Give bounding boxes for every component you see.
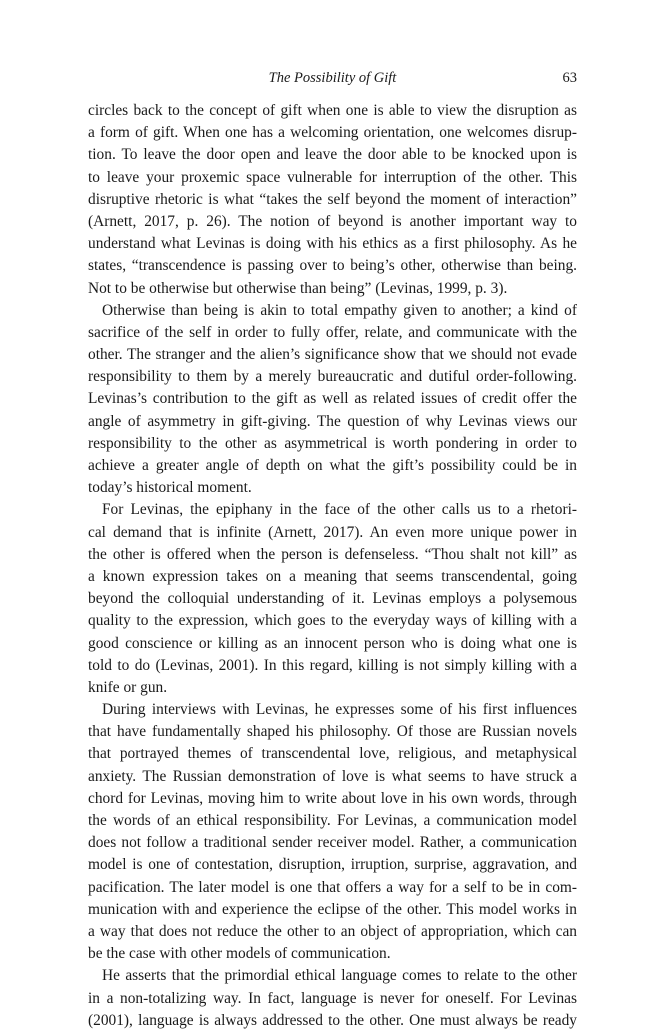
text-line: the words of an ethical responsibility. For Levinas, a communication model — [88, 812, 577, 829]
text-line: beyond the colloquial understanding of it. Levinas employs a polysemous — [88, 590, 577, 608]
text-line: understand what Levinas is doing with his ethics as a first philosophy. As he — [88, 235, 577, 253]
text-line: chord for Levinas, moving him to write about love in his own words, through — [88, 789, 577, 807]
paragraph — [88, 499, 577, 699]
body-text — [88, 100, 577, 1032]
text-line: sacrifice of the self in order to fully offer, relate, and communicate with the — [88, 323, 577, 341]
text-line: disruptive rhetoric is what “takes the self beyond the moment of interaction” — [88, 190, 577, 208]
running-head — [88, 70, 577, 92]
text-line: pacification. The later model is one that offers a way for a self to be in com- — [88, 878, 577, 896]
paragraph — [88, 965, 577, 1032]
text-line: munication with and experience the eclipse of the other. This model works in — [88, 900, 577, 918]
text-line: a known expression takes on a meaning that seems transcendental, going — [88, 567, 577, 585]
paragraph — [88, 699, 577, 965]
page-number: 63 — [562, 70, 577, 86]
text-line: responsibility to the other as asymmetrical is worth pondering in order to — [88, 434, 577, 452]
text-line: that portrayed themes of transcendental love, religious, and metaphysical — [88, 745, 577, 763]
text-line: Otherwise than being is akin to total empathy given to another; a kind of — [102, 301, 577, 319]
text-line: good conscience or killing as an innocent person who is doing what one is — [88, 634, 577, 652]
text-line: cal demand that is infinite (Arnett, 2017). An even more unique power in — [88, 523, 577, 541]
text-line: anxiety. The Russian demonstration of love is what seems to have struck a — [88, 767, 577, 785]
text-line: tion. To leave the door open and leave the door able to be knocked upon is — [88, 146, 577, 164]
text-line: (2001), language is always addressed to the other. One must always be ready — [88, 1011, 577, 1029]
text-line: in a non-totalizing way. In fact, language is never for oneself. For Levinas — [88, 989, 577, 1007]
text-line: a way that does not reduce the other to an object of appropriation, which can — [88, 922, 577, 940]
text-line: (Arnett, 2017, p. 26). The notion of beyond is another important way to — [88, 212, 577, 230]
text-line: the other is offered when the person is defenseless. “Thou shalt not kill” as — [88, 545, 577, 563]
text-line: model is one of contestation, disruption, irruption, surprise, aggravation, and — [88, 856, 577, 874]
paragraph — [88, 100, 577, 300]
text-line: angle of asymmetry in gift-giving. The question of why Levinas views our — [88, 412, 577, 430]
text-line: to leave your proxemic space vulnerable for interruption of the other. This — [88, 168, 577, 186]
text-line: He asserts that the primordial ethical language comes to relate to the other — [102, 967, 577, 985]
text-line: told to do (Levinas, 2001). In this regard, killing is not simply killing with a — [88, 656, 577, 674]
text-line: a form of gift. When one has a welcoming orientation, one welcomes disrup- — [88, 124, 577, 142]
text-line: that have fundamentally shaped his philosophy. Of those are Russian novels — [88, 723, 577, 741]
text-line: be the case with other models of communication. — [88, 945, 391, 963]
text-line: Not to be otherwise but otherwise than being” (Levinas, 1999, p. 3). — [88, 279, 508, 297]
text-line: today’s historical moment. — [88, 479, 252, 497]
text-line: quality to the expression, which goes to the everyday ways of killing with a — [88, 612, 577, 630]
text-line: states, “transcendence is passing over to being’s other, otherwise than being. — [88, 257, 577, 275]
text-line: achieve a greater angle of depth on what the gift’s possibility could be in — [88, 457, 577, 474]
text-line: Levinas’s contribution to the gift as well as related issues of credit offer the — [88, 390, 577, 408]
running-title: The Possibility of Gift — [268, 70, 397, 86]
text-line: knife or gun. — [88, 678, 168, 696]
text-line: For Levinas, the epiphany in the face of the other calls us to a rhetori- — [102, 501, 577, 519]
text-line: other. The stranger and the alien’s significance show that we should not evade — [88, 346, 577, 364]
text-line: During interviews with Levinas, he expresses some of his first influences — [102, 701, 577, 719]
text-line: circles back to the concept of gift when one is able to view the disruption as — [88, 102, 577, 119]
text-line: does not follow a traditional sender receiver model. Rather, a communication — [88, 834, 577, 852]
text-line: responsibility to them by a merely bureaucratic and dutiful order-following. — [88, 368, 577, 386]
paragraph — [88, 300, 577, 500]
